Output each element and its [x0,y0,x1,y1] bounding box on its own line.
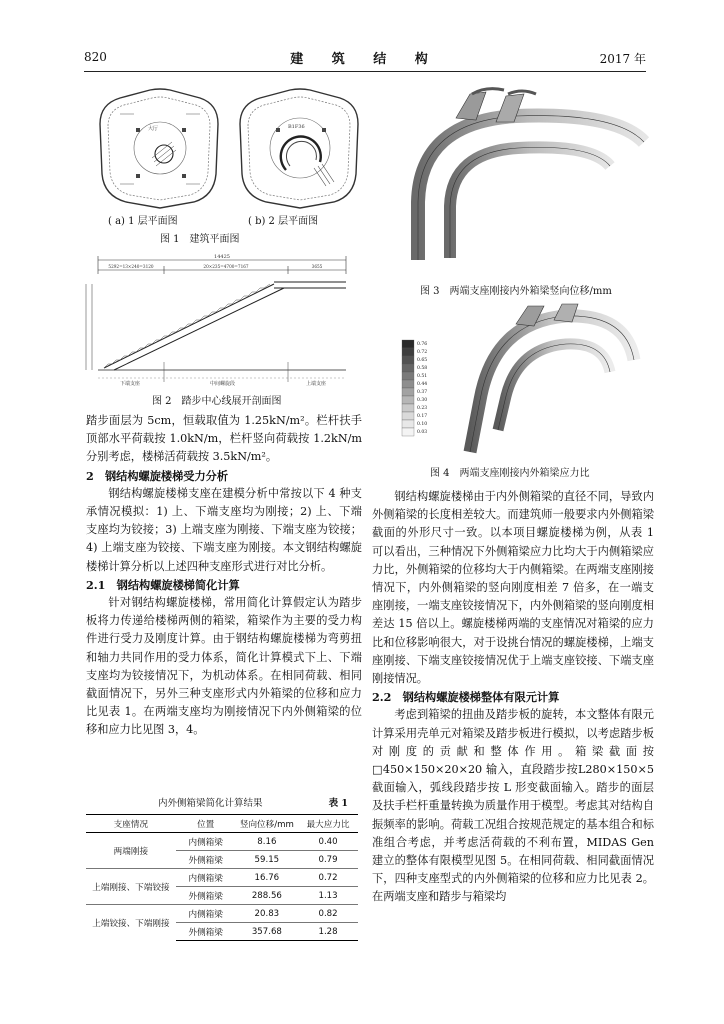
right-paragraph-1: 钢结构螺旋楼梯由于内外侧箱梁的直径不同，导致内外侧箱梁的长度相差较大。而建筑师一般要求内外侧箱梁截面的外形尺寸一致。以本项目螺旋楼梯为例，从表 1 可以看出，三种情况下外侧箱梁应力比均大于内侧箱梁应力比，外侧箱梁的位移均大于内侧箱梁。在两端支座刚接情况下，内外侧箱梁的竖向刚度相差 7 倍多，在一端支座刚接，一端支座铰接情况下，内外侧箱梁的竖向刚度相差达 15 倍以上。螺旋楼梯两端的支座情况对箱梁的应力比和位移影响很大，对于设挑台情况的螺旋楼梯，上端支座刚接、下端支座铰接情况优于上端支座铰接、下端支座刚接情况。 [372,490,654,686]
fig3-displacement-model [396,82,658,270]
table1 [86,814,358,941]
position-cell: 内侧箱梁 [176,869,236,887]
fig1-sub-b: ( b) 2 层平面图 [248,216,319,227]
label-upper-support: 上端支座 [306,381,327,387]
stress-cell: 0.40 [298,833,358,851]
fig2-caption: 图 2 踏步中心线展开剖面图 [152,396,282,407]
th-support: 支座情况 [86,815,176,833]
legend-value: 0.17 [417,414,428,419]
stress-cell: 1.13 [298,887,358,905]
section-2-1-heading: 2.1 钢结构螺旋楼梯简化计算 [86,577,240,592]
left-paragraph-2: 钢结构螺旋楼梯支座在建模分析中常按以下 4 种支承情况模拟：1) 上、下端支座均为刚接；2) 上、下端支座均为铰接；3) 上端支座为刚接、下端支座为铰接；4) 上端支座为铰接、下端支座为刚接。本文钢结构螺旋楼梯计算分析以上述四种支座形式进行对比分析。 [86,486,362,573]
stress-legend [402,340,427,436]
dim-mid: 20×235=4700=7167 [203,264,249,269]
support-cell: 上端刚接、下端铰接 [86,869,176,905]
fig1-floor-plans [90,84,360,212]
position-cell: 外侧箱梁 [176,887,236,905]
legend-value: 0.65 [417,358,428,363]
stress-cell: 0.79 [298,851,358,869]
support-cell: 两端刚接 [86,833,176,869]
fig2-stair-section [84,250,364,390]
legend-value: 0.51 [417,374,428,379]
legend-swatch [402,396,414,404]
position-cell: 外侧箱梁 [176,923,236,941]
legend-swatch [402,340,414,348]
running-header [84,44,646,72]
dim-total: 14425 [214,254,230,260]
th-displacement: 竖向位移/mm [236,815,299,833]
position-cell: 内侧箱梁 [176,905,236,923]
plan-b [240,89,358,208]
legend-swatch [402,380,414,388]
stress-cell: 0.82 [298,905,358,923]
legend-value: 0.30 [417,398,428,403]
left-paragraph-1: 踏步面层为 5cm，恒载取值为 1.25kN/m²。栏杆扶手顶部水平荷载按 1.0kN/m，栏杆竖向荷载按 1.2kN/m 分别考虑，楼梯活荷载按 3.5kN/m²。 [86,414,362,464]
plan-a [100,89,218,208]
plan-a-label: 大厅 [148,126,159,132]
legend-value: 0.03 [417,430,428,435]
legend-swatch [402,420,414,428]
table1-number: 表 1 [328,798,348,809]
legend-value: 0.58 [417,366,428,371]
legend-swatch [402,364,414,372]
displacement-cell: 357.68 [236,923,299,941]
legend-swatch [402,348,414,356]
legend-swatch [402,388,414,396]
legend-value: 0.10 [417,422,428,427]
fig3-caption: 图 3 两端支座刚接内外箱梁竖向位移/mm [420,286,612,297]
position-cell: 内侧箱梁 [176,833,236,851]
stress-cell: 0.72 [298,869,358,887]
legend-swatch [402,428,414,436]
section-2-2-heading: 2.2 钢结构螺旋楼梯整体有限元计算 [372,690,560,705]
label-lower-support: 下端支座 [120,381,141,387]
table-header-row [86,815,358,833]
legend-value: 0.44 [417,382,428,387]
legend-value: 0.23 [417,406,428,411]
left-column [86,412,362,740]
legend-swatch [402,356,414,364]
support-cell: 上端铰接、下端刚接 [92,918,170,929]
left-paragraph-3: 针对钢结构螺旋楼梯，常用简化计算假定认为踏步板将力传递给楼梯两侧的箱梁，箱梁作为主要的受力构件进行受力及刚度计算。由于钢结构螺旋楼梯为弯剪扭和轴力共同作用的受力体系，简化计算模式下上、下端支座均为铰接情况下，为机动体系。在相同荷载、相同截面情况下，另外三种支座形式内外箱梁的位移和应力比见表 1。在两端支座均为刚接情况下内外侧箱梁的位移和应力比见图 3，4。 [86,596,362,737]
dim-right: 3655 [311,264,323,269]
table-row [86,905,358,923]
right-paragraph-2: 考虑到箱梁的扭曲及踏步板的旋转，本文整体有限元计算采用壳单元对箱梁及踏步板进行模拟，以考虑踏步板对刚度的贡献和整体作用。箱梁截面按□450×150×20×20 输入，直段踏步按L280×150×5 截面输入，弧线段踏步按 L 形变截面输入。踏步的面层及扶手栏杆重量转换为质量作用于模型。考虑其对结构自振频率的影响。荷载工况组合按规范规定的基本组合和标准组合考虑，并考虑活荷载的不利布置，MIDAS Gen 建立的整体有限模型见图 5。在相同荷载、相同截面情况下，四种支座型式的内外侧箱梁的位移和应力比见表 2。在两端支座和踏步与箱梁均 [372,708,654,904]
displacement-cell: 288.56 [236,887,299,905]
table-row [86,833,358,851]
table1-title-text: 内外侧箱梁简化计算结果 [158,798,263,809]
legend-value: 0.76 [417,342,428,347]
legend-swatch [402,412,414,420]
fig1-caption: 图 1 建筑平面图 [160,234,240,245]
th-stress-ratio: 最大应力比 [298,815,358,833]
stress-cell: 1.28 [298,923,358,941]
journal-title: 建 筑 结 构 [290,52,440,67]
position-cell: 外侧箱梁 [176,851,236,869]
fig4-stress-model [398,300,660,460]
section-2-heading: 2 钢结构螺旋楼梯受力分析 [86,468,229,483]
legend-swatch [402,372,414,380]
legend-swatch [402,404,414,412]
right-column [372,488,654,907]
legend-value: 0.37 [417,390,428,395]
displacement-cell: 16.76 [236,869,299,887]
th-position: 位置 [176,815,236,833]
displacement-cell: 59.15 [236,851,299,869]
fig1-sub-a: ( a) 1 层平面图 [108,216,178,227]
fig4-caption: 图 4 两端支座刚接内外箱梁应力比 [430,468,590,479]
plan-b-label: B1F36 [288,124,305,130]
label-middle: 中间螺旋段 [210,381,236,387]
dim-left: 5292=13×240=3120 [108,264,154,269]
displacement-cell: 20.83 [236,905,299,923]
legend-value: 0.72 [417,350,428,355]
table-row [86,869,358,887]
journal-year: 2017 年 [599,52,646,66]
displacement-cell: 8.16 [236,833,299,851]
page-number: 820 [84,50,107,64]
